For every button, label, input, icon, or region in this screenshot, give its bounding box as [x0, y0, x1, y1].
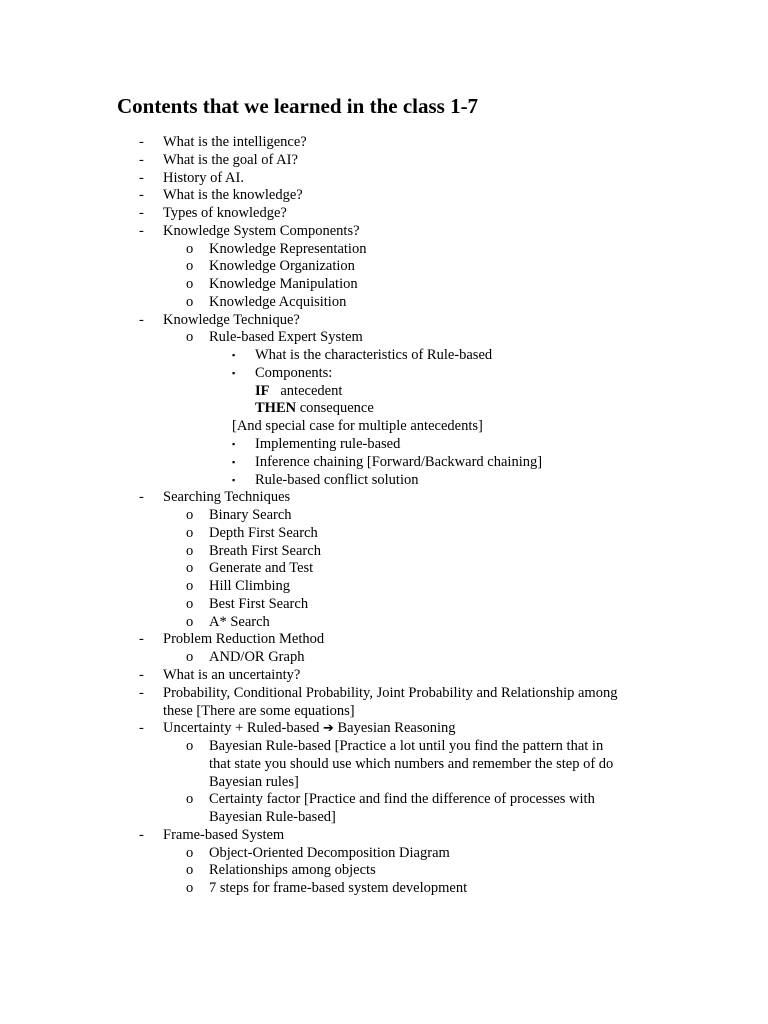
- list-item-continuation: [0, 703, 768, 721]
- sub-list-item: [0, 862, 768, 880]
- circle-bullet: o: [186, 560, 194, 577]
- item-text: [255, 383, 342, 401]
- item-text: Depth First Search: [209, 524, 318, 541]
- item-text: Certainty factor [Practice and find the difference of processes with: [209, 791, 595, 808]
- circle-bullet: o: [186, 507, 194, 524]
- item-text: that state you should use which numbers and remember the step of do: [209, 755, 614, 772]
- item-text: What is the goal of AI?: [163, 151, 298, 168]
- item-text: Frame-based System: [163, 826, 285, 843]
- item-text: Knowledge Acquisition: [209, 293, 347, 310]
- bayesian-label-after: Bayesian Reasoning: [337, 720, 456, 737]
- sub-list-item: [0, 258, 768, 276]
- list-item: [0, 205, 768, 223]
- dash-bullet: -: [139, 311, 144, 328]
- then-text: consequence: [299, 400, 374, 417]
- rule-then-line: [0, 400, 768, 418]
- item-text: Knowledge Representation: [209, 240, 367, 257]
- page-title: Contents that we learned in the class 1-7: [117, 94, 479, 118]
- list-item: [0, 720, 768, 738]
- sub-list-item: [0, 880, 768, 898]
- item-text: [And special case for multiple antecedents]: [232, 418, 483, 435]
- list-item: [0, 312, 768, 330]
- dash-bullet: -: [139, 684, 144, 701]
- item-text: Generate and Test: [209, 560, 314, 577]
- then-keyword: THEN: [255, 400, 297, 417]
- item-text: Knowledge Manipulation: [209, 276, 358, 293]
- list-item: [0, 134, 768, 152]
- item-text: Object-Oriented Decomposition Diagram: [209, 844, 450, 861]
- item-text: What is the characteristics of Rule-based: [255, 347, 493, 364]
- circle-bullet: o: [186, 578, 194, 595]
- square-bullet: ▪: [232, 474, 236, 485]
- item-text: What is the intelligence?: [163, 134, 307, 150]
- item-text: Knowledge Organization: [209, 258, 355, 275]
- item-text: these [There are some equations]: [163, 702, 355, 719]
- list-item-continuation: [0, 809, 768, 827]
- circle-bullet: o: [186, 258, 194, 275]
- item-text: Knowledge Technique?: [163, 311, 300, 328]
- item-text: 7 steps for frame-based system development: [209, 880, 468, 897]
- sub-sub-list-item: [0, 365, 768, 383]
- list-item: [0, 223, 768, 241]
- circle-bullet: o: [186, 738, 194, 755]
- square-bullet: ▪: [232, 439, 236, 450]
- sub-list-item: [0, 294, 768, 312]
- item-text: Bayesian rules]: [209, 773, 299, 790]
- circle-bullet: o: [186, 240, 194, 257]
- item-text: Breath First Search: [209, 542, 321, 559]
- list-item-continuation: [0, 774, 768, 792]
- circle-bullet: o: [186, 293, 194, 310]
- sub-list-item: [0, 241, 768, 259]
- dash-bullet: -: [139, 666, 144, 683]
- sub-list-item: [0, 845, 768, 863]
- item-text: [255, 400, 374, 418]
- list-item: [0, 170, 768, 188]
- sub-list-item: [0, 543, 768, 561]
- list-item: [0, 631, 768, 649]
- dash-bullet: -: [139, 222, 144, 239]
- item-text: AND/OR Graph: [209, 649, 305, 666]
- item-text: Bayesian Rule-based]: [209, 809, 336, 826]
- item-text: Relationships among objects: [209, 862, 376, 879]
- dash-bullet: -: [139, 151, 144, 168]
- item-text: What is an uncertainty?: [163, 666, 301, 683]
- square-bullet: ▪: [232, 456, 236, 467]
- item-text: History of AI.: [163, 169, 244, 186]
- sub-list-item: [0, 614, 768, 632]
- arrow-right-icon: ➔: [322, 721, 334, 737]
- item-text: Hill Climbing: [209, 578, 290, 595]
- sub-list-item: [0, 578, 768, 596]
- sub-sub-list-item: [0, 454, 768, 472]
- item-text: Knowledge System Components?: [163, 222, 360, 239]
- sub-list-item: [0, 329, 768, 347]
- sub-sub-list-item: [0, 472, 768, 490]
- item-text: Rule-based conflict solution: [255, 471, 419, 488]
- item-text: A* Search: [209, 613, 270, 630]
- list-item: [0, 827, 768, 845]
- dash-bullet: -: [139, 205, 144, 222]
- circle-bullet: o: [186, 880, 194, 897]
- sub-list-item: [0, 525, 768, 543]
- item-text: Inference chaining [Forward/Backward chaining]: [255, 453, 543, 470]
- square-bullet: ▪: [232, 367, 236, 378]
- item-text: Problem Reduction Method: [163, 631, 325, 648]
- item-text: Bayesian Rule-based [Practice a lot until you find the pattern that in: [209, 738, 604, 755]
- sub-list-item: [0, 560, 768, 578]
- item-text: Implementing rule-based: [255, 436, 401, 453]
- circle-bullet: o: [186, 613, 194, 630]
- item-text: Best First Search: [209, 595, 309, 612]
- circle-bullet: o: [186, 844, 194, 861]
- item-text: Rule-based Expert System: [209, 329, 363, 346]
- sub-list-item: [0, 276, 768, 294]
- if-keyword: IF: [255, 382, 270, 399]
- dash-bullet: -: [139, 631, 144, 648]
- item-text: What is the knowledge?: [163, 187, 303, 204]
- item-text: Binary Search: [209, 507, 292, 524]
- rule-if-line: [0, 383, 768, 401]
- list-item: [0, 667, 768, 685]
- item-text: [163, 720, 456, 738]
- list-item: [0, 187, 768, 205]
- item-text: Probability, Conditional Probability, Joint Probability and Relationship among: [163, 684, 618, 701]
- sub-list-item: [0, 649, 768, 667]
- sub-sub-list-item: [0, 436, 768, 454]
- circle-bullet: o: [186, 524, 194, 541]
- circle-bullet: o: [186, 595, 194, 612]
- circle-bullet: o: [186, 649, 194, 666]
- sub-list-item: [0, 596, 768, 614]
- list-item: [0, 489, 768, 507]
- dash-bullet: -: [139, 169, 144, 186]
- note-line: [0, 418, 768, 436]
- sub-list-item: [0, 738, 768, 756]
- circle-bullet: o: [186, 542, 194, 559]
- dash-bullet: -: [139, 489, 144, 506]
- dash-bullet: -: [139, 134, 144, 150]
- dash-bullet: -: [139, 187, 144, 204]
- item-text: Components:: [255, 364, 333, 381]
- circle-bullet: o: [186, 276, 194, 293]
- sub-list-item: [0, 507, 768, 525]
- sub-list-item: [0, 791, 768, 809]
- topic-list: [0, 134, 768, 898]
- dash-bullet: -: [139, 720, 144, 737]
- list-item: [0, 685, 768, 703]
- item-text: Searching Techniques: [163, 489, 291, 506]
- bayesian-label-before: Uncertainty + Ruled-based: [163, 720, 320, 737]
- circle-bullet: o: [186, 791, 194, 808]
- if-text: antecedent: [280, 382, 343, 399]
- sub-sub-list-item: [0, 347, 768, 365]
- circle-bullet: o: [186, 862, 194, 879]
- list-item: [0, 152, 768, 170]
- item-text: Types of knowledge?: [163, 205, 287, 222]
- list-item-continuation: [0, 756, 768, 774]
- square-bullet: ▪: [232, 350, 236, 361]
- circle-bullet: o: [186, 329, 194, 346]
- dash-bullet: -: [139, 826, 144, 843]
